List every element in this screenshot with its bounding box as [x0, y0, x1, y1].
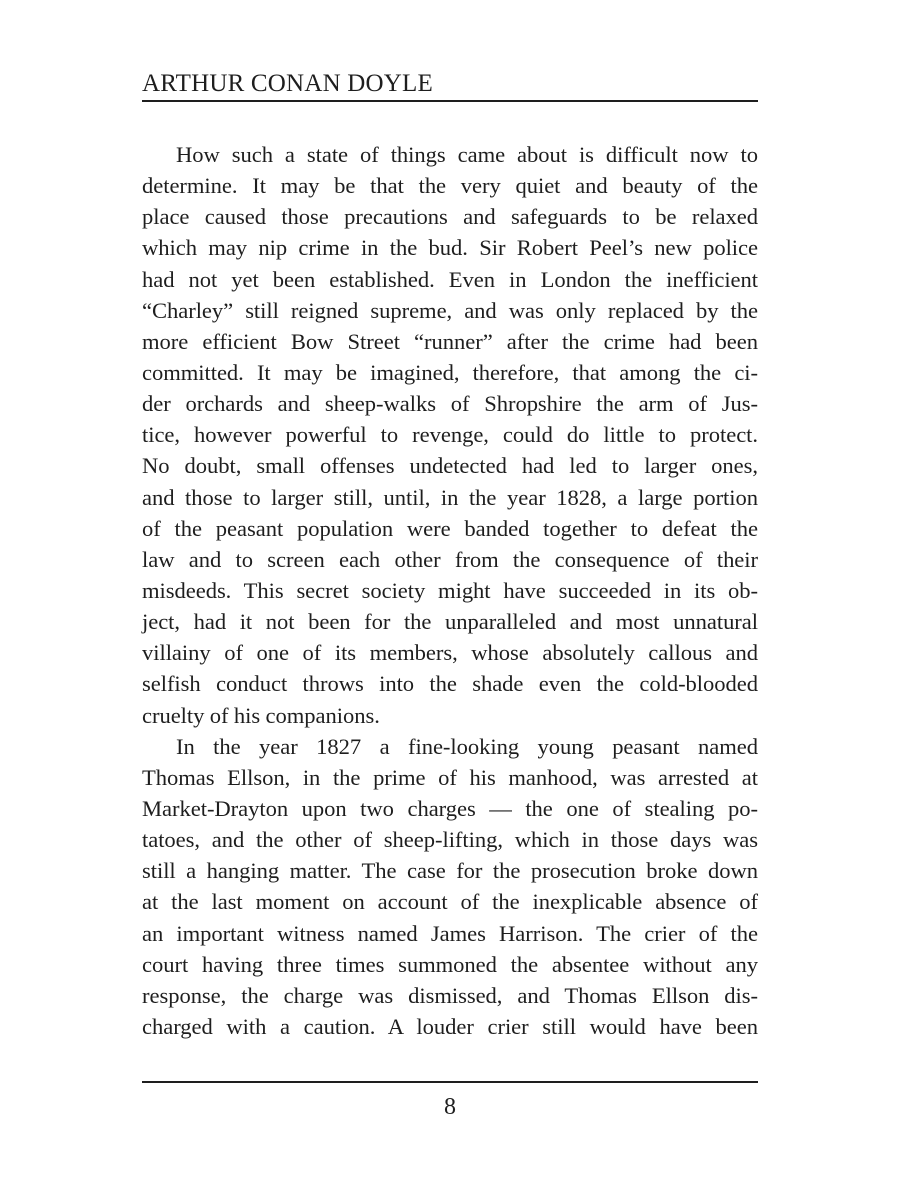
text-line: court having three times summoned the absentee without any — [142, 951, 758, 977]
text-line: No doubt, small offenses undetected had led to larger ones, — [142, 453, 758, 479]
text-line: had not yet been established. Even in London the inefficient — [142, 266, 758, 292]
text-line: still a hanging matter. The case for the prosecution broke down — [142, 858, 758, 884]
page-number: 8 — [444, 1094, 456, 1120]
paragraph — [142, 139, 758, 731]
text-line: determine. It may be that the very quiet and beauty of the — [142, 173, 758, 199]
header-rule — [142, 100, 758, 102]
text-line: tatoes, and the other of sheep-lifting, which in those days was — [142, 827, 758, 853]
text-line: villainy of one of its members, whose absolutely callous and — [142, 640, 758, 666]
text-line: Market-Drayton upon two charges — the one of stealing po- — [142, 795, 758, 821]
text-line: misdeeds. This secret society might have succeeded in its ob- — [142, 577, 758, 603]
text-line: place caused those precautions and safeguards to be relaxed — [142, 204, 758, 230]
text-line: In the year 1827 a fine-looking young peasant named — [176, 733, 758, 759]
text-line: How such a state of things came about is difficult now to — [176, 142, 758, 167]
body-text — [142, 139, 758, 1042]
text-line: response, the charge was dismissed, and Thomas Ellson dis- — [142, 982, 758, 1008]
text-line: more efficient Bow Street “runner” after the crime had been — [142, 328, 758, 354]
text-line: tice, however powerful to revenge, could do little to protect. — [142, 422, 758, 448]
running-header-author: ARTHUR CONAN DOYLE — [142, 70, 433, 97]
text-line: der orchards and sheep-walks of Shropshire the arm of Jus- — [142, 391, 758, 417]
text-line: an important witness named James Harrison. The crier of the — [142, 920, 758, 946]
paragraph — [142, 731, 758, 1042]
text-line: Thomas Ellson, in the prime of his manhood, was arrested at — [142, 764, 758, 790]
text-line: “Charley” still reigned supreme, and was only replaced by the — [142, 297, 758, 323]
footer-rule — [142, 1081, 758, 1083]
text-line: cruelty of his companions. — [142, 702, 380, 728]
text-line: committed. It may be imagined, therefore, that among the ci- — [142, 359, 758, 385]
text-line: ject, had it not been for the unparalleled and most unnatural — [142, 609, 758, 635]
text-line: charged with a caution. A louder crier still would have been — [142, 1013, 758, 1039]
text-line: of the peasant population were banded together to defeat the — [142, 515, 758, 541]
text-line: at the last moment on account of the inexplicable absence of — [142, 889, 758, 915]
text-line: selfish conduct throws into the shade even the cold-blooded — [142, 671, 758, 697]
text-line: law and to screen each other from the consequence of their — [142, 546, 758, 572]
text-line: and those to larger still, until, in the year 1828, a large portion — [142, 484, 758, 510]
text-line: which may nip crime in the bud. Sir Robert Peel’s new police — [142, 235, 758, 261]
